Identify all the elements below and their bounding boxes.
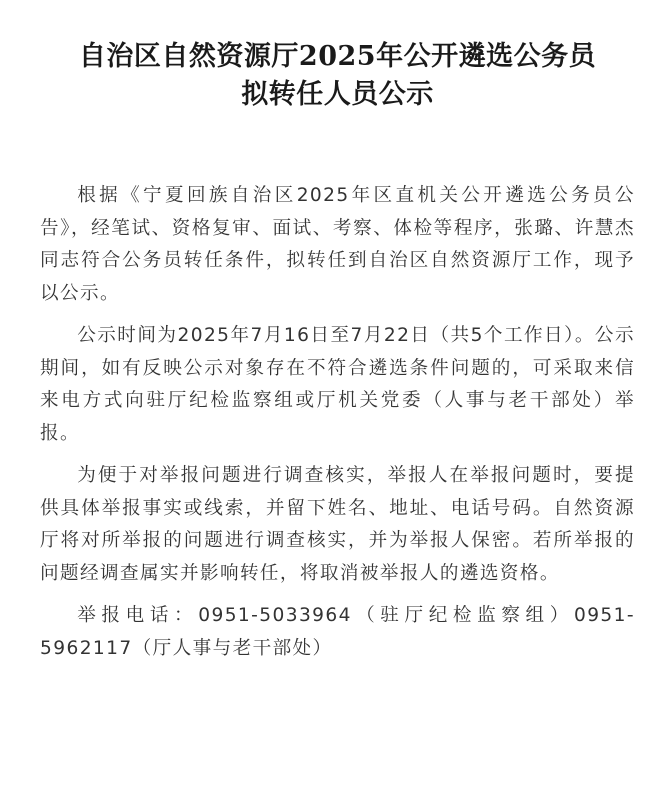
title-line-1: 自治区自然资源厅2025年公开遴选公务员 — [78, 41, 597, 72]
page-title — [40, 38, 635, 114]
paragraph-contact: 举报电话：0951-5033964（驻厅纪检监察组）0951-5962117（厅人事与老干部处） — [40, 605, 635, 659]
paragraph-period: 公示时间为2025年7月16日至7月22日（共5个工作日）。公示期间，如有反映公示对象存在不符合遴选条件问题的，可采取来信来电方式向驻厅纪检监察组或厅机关党委（人事与老干部处）举报。 — [40, 325, 635, 444]
title-line-2: 拟转任人员公示 — [241, 79, 434, 110]
paragraph-requirements: 为便于对举报问题进行调查核实，举报人在举报问题时，要提供具体举报事实或线索，并留下姓名、地址、电话号码。自然资源厅将对所举报的问题进行调查核实，并为举报人保密。若所举报的问题经调查属实并影响转任，将取消被举报人的遴选资格。 — [40, 465, 635, 584]
announcement-body — [40, 180, 635, 665]
paragraph-basis: 根据《宁夏回族自治区2025年区直机关公开遴选公务员公告》，经笔试、资格复审、面试、考察、体检等程序，张璐、许慧杰同志符合公务员转任条件，拟转任到自治区自然资源厅工作，现予以公示。 — [40, 185, 635, 304]
